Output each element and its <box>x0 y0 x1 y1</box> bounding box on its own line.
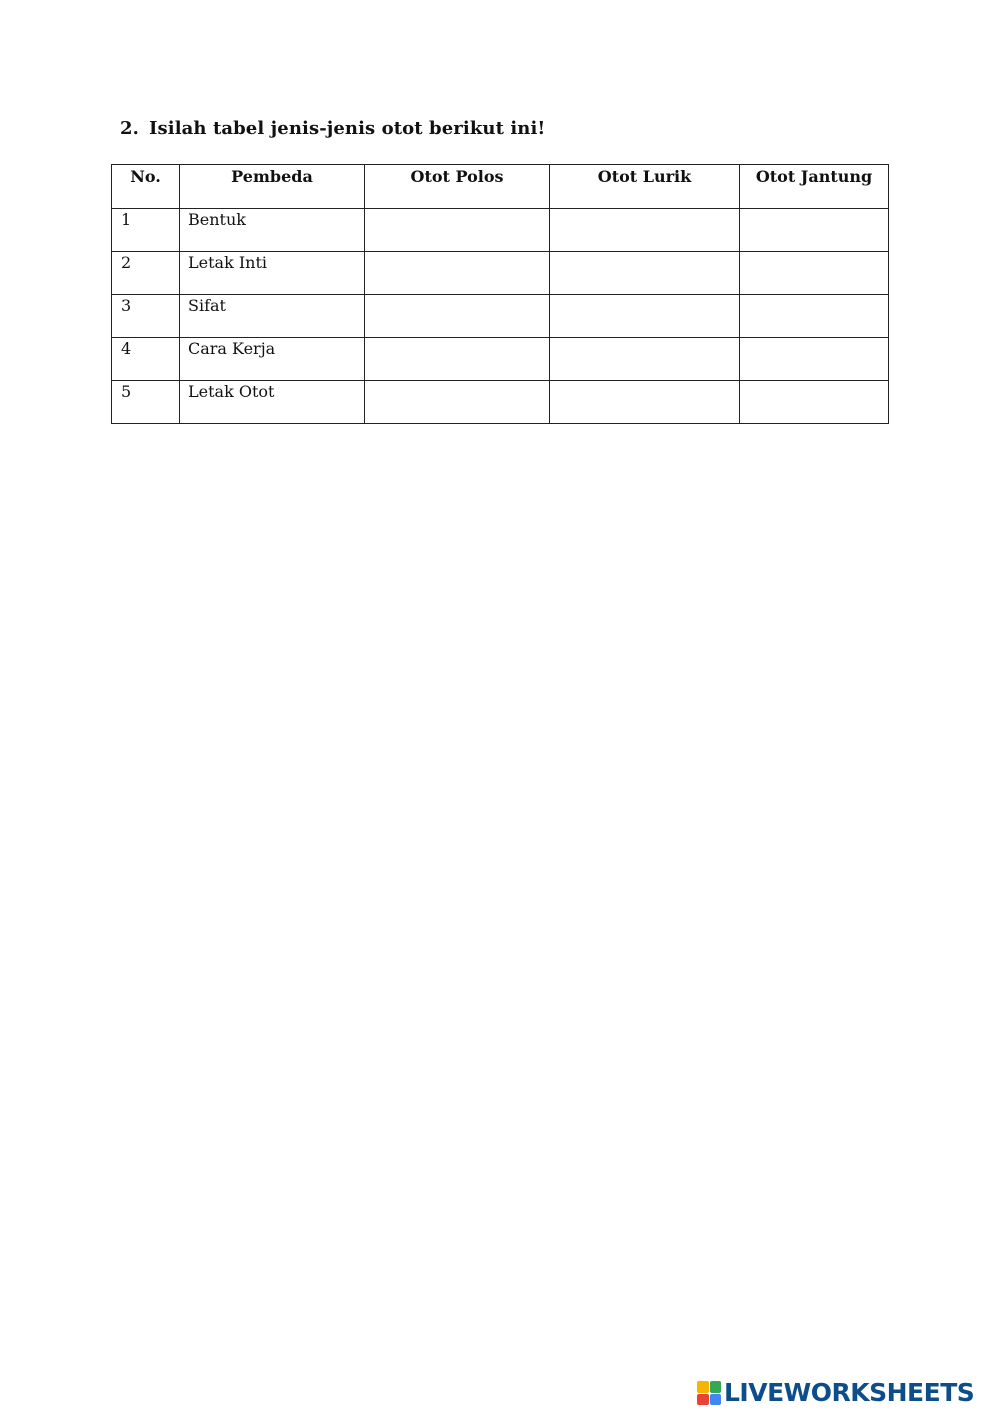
question-heading <box>120 118 545 139</box>
table-row <box>112 209 889 252</box>
header-otot-jantung: Otot Jantung <box>740 165 889 209</box>
answer-cell-otot-lurik[interactable] <box>550 209 740 252</box>
header-no: No. <box>112 165 180 209</box>
answer-cell-otot-jantung[interactable] <box>740 252 889 295</box>
brand-name: LIVEWORKSHEETS <box>724 1378 975 1407</box>
table-header-row <box>112 165 889 209</box>
header-pembeda: Pembeda <box>180 165 365 209</box>
row-number: 1 <box>112 209 180 252</box>
answer-cell-otot-polos[interactable] <box>365 338 550 381</box>
muscle-types-table <box>111 164 889 424</box>
row-number: 5 <box>112 381 180 424</box>
answer-cell-otot-lurik[interactable] <box>550 252 740 295</box>
answer-cell-otot-jantung[interactable] <box>740 338 889 381</box>
row-pembeda: Letak Inti <box>180 252 365 295</box>
answer-cell-otot-jantung[interactable] <box>740 295 889 338</box>
question-text: Isilah tabel jenis-jenis otot berikut ini! <box>149 118 546 139</box>
table-row <box>112 252 889 295</box>
row-number: 2 <box>112 252 180 295</box>
liveworksheets-logo-icon <box>697 1381 721 1405</box>
liveworksheets-branding <box>697 1380 974 1406</box>
answer-cell-otot-polos[interactable] <box>365 252 550 295</box>
answer-cell-otot-lurik[interactable] <box>550 295 740 338</box>
answer-cell-otot-polos[interactable] <box>365 295 550 338</box>
answer-cell-otot-polos[interactable] <box>365 381 550 424</box>
answer-cell-otot-lurik[interactable] <box>550 338 740 381</box>
row-pembeda: Letak Otot <box>180 381 365 424</box>
logo-square <box>710 1394 722 1406</box>
row-pembeda: Cara Kerja <box>180 338 365 381</box>
header-otot-polos: Otot Polos <box>365 165 550 209</box>
question-number: 2. <box>120 118 139 139</box>
answer-cell-otot-polos[interactable] <box>365 209 550 252</box>
row-pembeda: Bentuk <box>180 209 365 252</box>
table-row <box>112 295 889 338</box>
answer-cell-otot-jantung[interactable] <box>740 209 889 252</box>
answer-cell-otot-jantung[interactable] <box>740 381 889 424</box>
logo-square <box>697 1381 709 1393</box>
header-otot-lurik: Otot Lurik <box>550 165 740 209</box>
logo-square <box>697 1394 709 1406</box>
table-row <box>112 381 889 424</box>
table-row <box>112 338 889 381</box>
row-number: 3 <box>112 295 180 338</box>
row-number: 4 <box>112 338 180 381</box>
answer-cell-otot-lurik[interactable] <box>550 381 740 424</box>
row-pembeda: Sifat <box>180 295 365 338</box>
logo-square <box>710 1381 722 1393</box>
